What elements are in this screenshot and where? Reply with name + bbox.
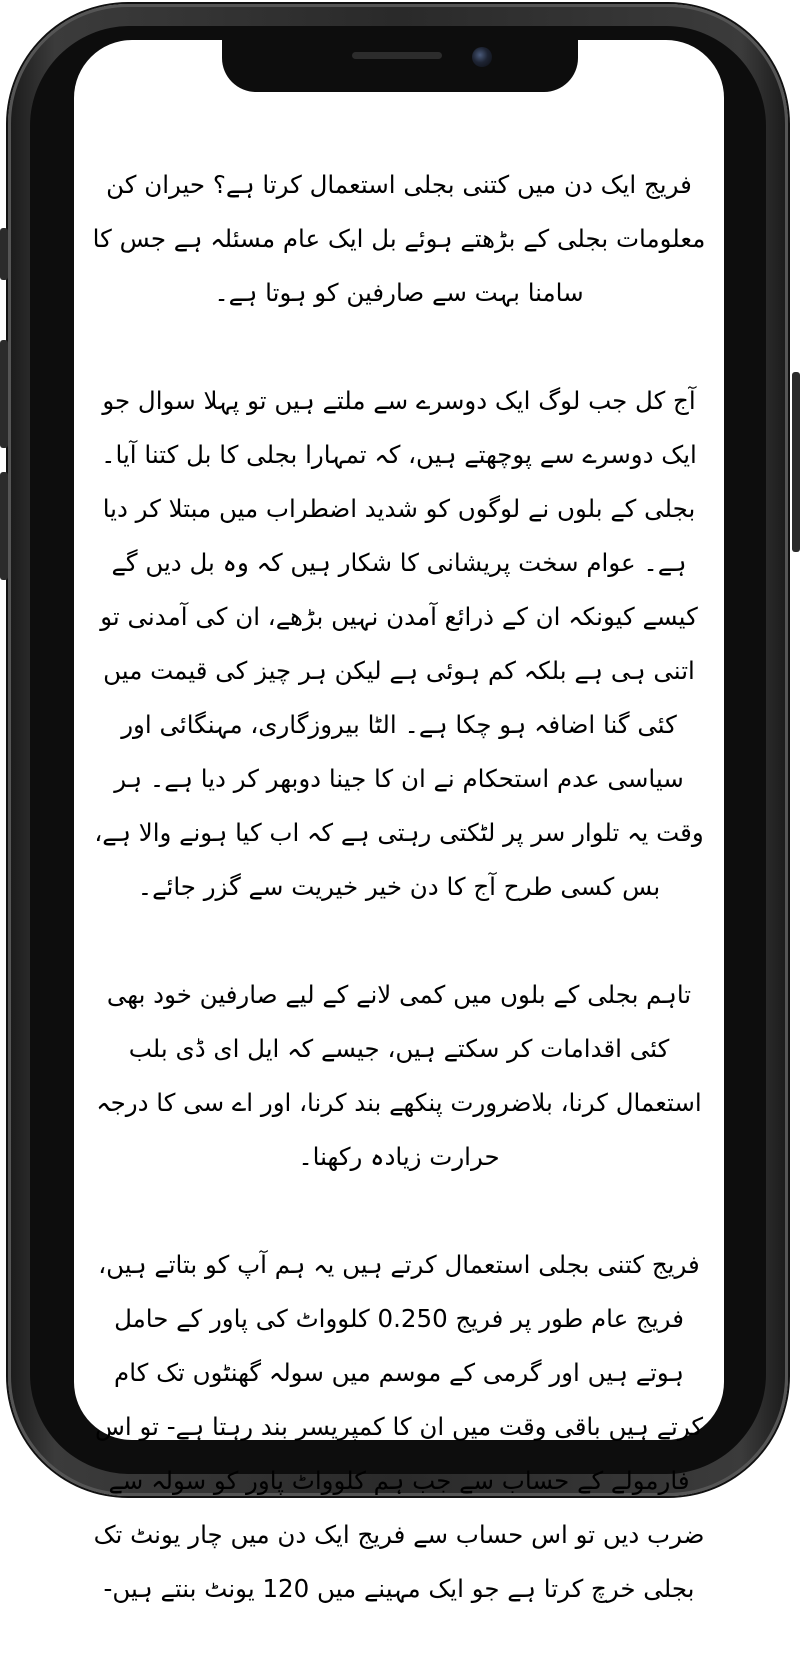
silent-switch[interactable] (0, 228, 8, 280)
earpiece-speaker-icon (352, 52, 442, 59)
phone-screen (74, 40, 724, 1603)
article-body (90, 158, 708, 1670)
article-paragraph-1: فریج ایک دن میں کتنی بجلی استعمال کرتا ہے؟ حیران کن معلومات بجلی کے بڑھتے ہوئے بل ایک عام مسئلہ ہے جس کا سامنا بہت سے صارفین کو ہوتا ہے۔ (92, 170, 706, 307)
article-paragraph-3: تاہم بجلی کے بلوں میں کمی لانے کے لیے صارفین خود بھی کئی اقدامات کر سکتے ہیں، جیسے کہ ایل ای ڈی بلب استعمال کرنا، بلاضرورت پنکھے بند کرنا، اور اے سی کا درجہ حرارت زیادہ رکھنا۔ (96, 980, 702, 1171)
article-paragraph-4: فریج کتنی بجلی استعمال کرتے ہیں یہ ہم آپ کو بتاتے ہیں، فریج عام طور پر فریج 0.250 کلوواٹ کی پاور کے حامل ہوتے ہیں اور گرمی کے موسم میں سولہ گھنٹوں تک کام کرتے ہیں باقی وقت میں ان کا کمپریسر بند رہتا ہے- تو اس فارمولے کے حساب سے جب ہم کلوواٹ پاور کو سولہ سے ضرب دیں تو اس حساب سے فریج ایک دن میں چار یونٹ تک بجلی خرچ کرتا ہے جو ایک مہینے میں 120 یونٹ بنتے ہیں- (93, 1250, 705, 1603)
volume-up-button[interactable] (0, 340, 8, 448)
power-button[interactable] (792, 372, 800, 552)
notch (222, 32, 578, 92)
front-camera-icon (472, 47, 492, 67)
article-paragraph-2: آج کل جب لوگ ایک دوسرے سے ملتے ہیں تو پہلا سوال جو ایک دوسرے سے پوچھتے ہیں، کہ تمہارا بجلی کا بل کتنا آیا۔ بجلی کے بلوں نے لوگوں کو شدید اضطراب میں مبتلا کر دیا ہے۔ عوام سخت پریشانی کا شکار ہیں کہ وہ بل دیں گے کیسے کیونکہ ان کے ذرائع آمدن نہیں بڑھے، ان کی آمدنی تو اتنی ہی ہے بلکہ کم ہوئی ہے لیکن ہر چیز کی قیمت میں کئی گنا اضافہ ہو چکا ہے۔ الٹا بیروزگاری، مہنگائی اور سیاسی عدم استحکام نے ان کا جینا دوبھر کر دیا ہے۔ ہر وقت یہ تلوار سر پر لٹکتی رہتی ہے کہ اب کیا ہونے والا ہے، بس کسی طرح آج کا دن خیر خیریت سے گزر جائے۔ (94, 386, 704, 901)
volume-down-button[interactable] (0, 472, 8, 580)
